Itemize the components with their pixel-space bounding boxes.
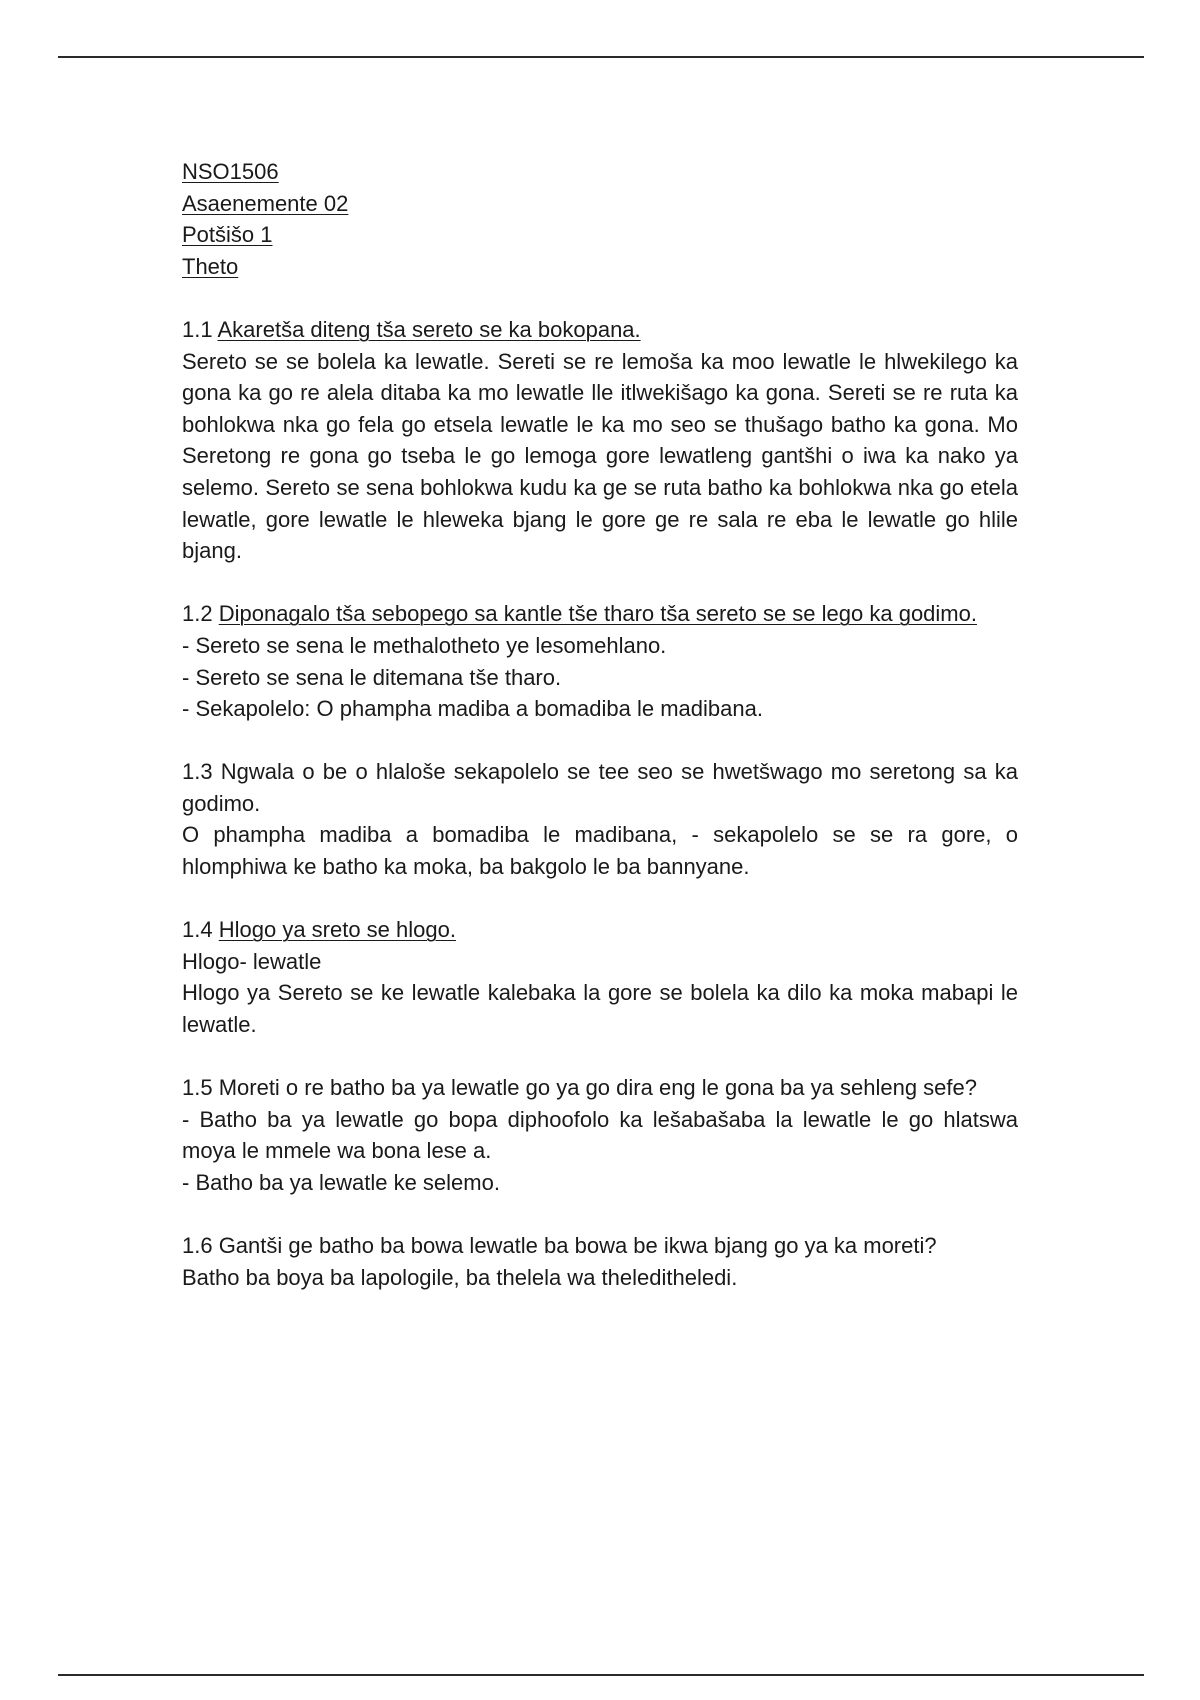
section-1-2-item: - Sereto se sena le ditemana tše tharo.: [182, 664, 562, 690]
document-body: [182, 156, 1018, 1293]
course-code: NSO1506: [182, 159, 279, 184]
top-rule: [58, 56, 1144, 58]
section-1-1-answer: Sereto se se bolela ka lewatle. Sereti se re lemoša ka moo lewatle le hlwekilego ka gona ka go re alela ditaba ka mo lewatle lle itlwekišago ka gona. Sereti se re ruta ka bohlokwa nka go fela go etsela lewatle le ka mo seo se thušago batho ka gona. Mo Seretong re gona go tseba le go lemoga gore lewatleng gantšhi o iwa ka nako ya selemo. Sereto se sena bohlokwa kudu ka ge se ruta batho ka bohlokwa nka go etela lewatle, gore lewatle le hleweka bjang le gore ge re sala re eba le lewatle go hlile bjang.: [182, 348, 1018, 564]
section-1-5-item: - Batho ba ya lewatle go bopa diphoofolo ka lešabašaba la lewatle le go hlatswa moya le mmele wa bona lese a.: [182, 1106, 1018, 1164]
section-1-6-question: 1.6 Gantši ge batho ba bowa lewatle ba bowa be ikwa bjang go ya ka moreti?: [182, 1233, 937, 1259]
section-1-2-item: - Sekapolelo: O phampha madiba a bomadiba le madibana.: [182, 696, 763, 722]
section-1-4-heading: 1.4 Hlogo ya sreto se hlogo.: [182, 917, 456, 943]
section-1-4-answer: Hlogo ya Sereto se ke lewatle kalebaka la gore se bolela ka dilo ka moka mabapi le lewatle.: [182, 980, 1018, 1038]
section-1-3-question: 1.3 Ngwala o be o hlaloše sekapolelo se tee seo se hwetšwago mo seretong sa ka godimo.: [182, 759, 1018, 816]
section-1-5-question: 1.5 Moreti o re batho ba ya lewatle go ya go dira eng le gona ba ya sehleng sefe?: [182, 1075, 977, 1101]
topic-title: Theto: [182, 253, 239, 279]
assignment-title: Asaenemente 02: [182, 190, 349, 216]
section-1-4-line: Hlogo- lewatle: [182, 948, 322, 974]
section-1-3-answer: O phampha madiba a bomadiba le madibana, - sekapolelo se se ra gore, o hlomphiwa ke batho ka moka, ba bakgolo le ba bannyane.: [182, 822, 1018, 880]
bottom-rule: [58, 1674, 1144, 1676]
section-1-6-answer: Batho ba boya ba lapologile, ba thelela wa theleditheledi.: [182, 1264, 738, 1290]
section-1-1-heading: 1.1 Akaretša diteng tša sereto se ka bokopana.: [182, 316, 641, 342]
section-1-2-heading: 1.2 Diponagalo tša sebopego sa kantle tše tharo tša sereto se se lego ka godimo.: [182, 601, 977, 627]
question-title: Potšišo 1: [182, 222, 273, 248]
section-1-5-item: - Batho ba ya lewatle ke selemo.: [182, 1170, 500, 1195]
section-1-2-item: - Sereto se sena le methalotheto ye lesomehlano.: [182, 632, 667, 658]
